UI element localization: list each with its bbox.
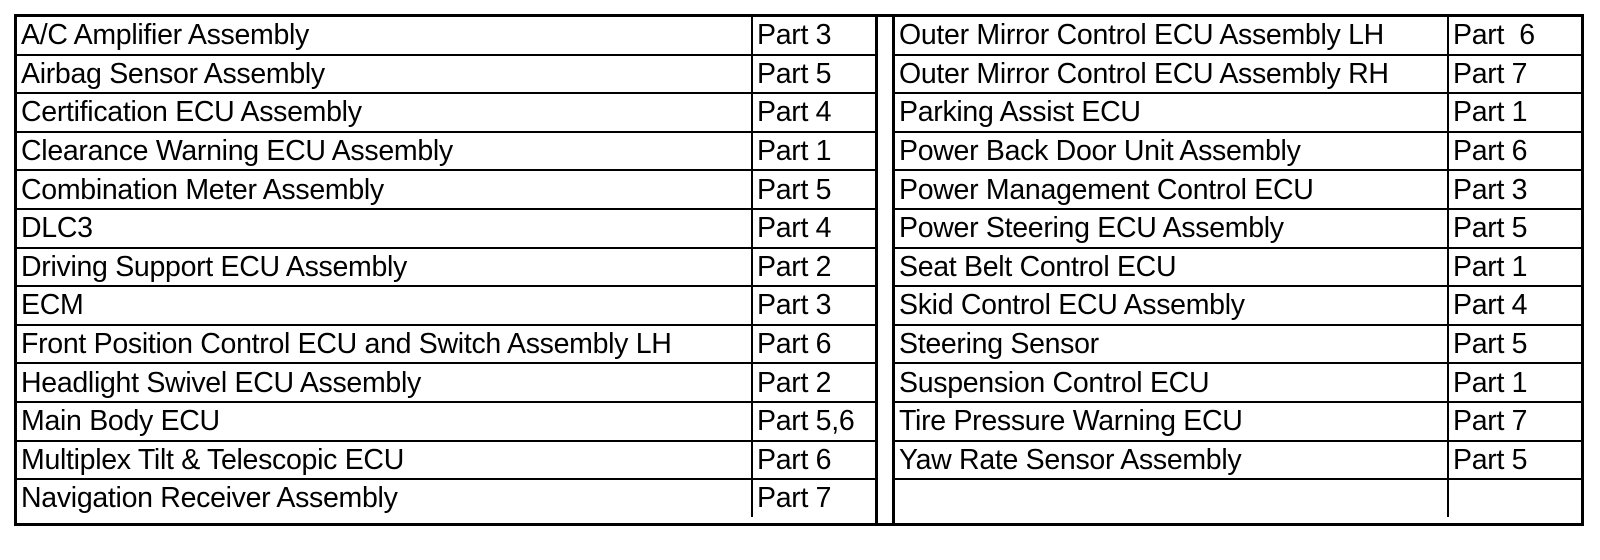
component-name-cell: Power Steering ECU Assembly [895,209,1448,248]
table-row [17,363,875,402]
component-name-cell: Navigation Receiver Assembly [17,479,752,517]
part-reference-cell: Part 1 [1448,363,1581,402]
part-reference-cell: Part 1 [1448,248,1581,287]
component-name-cell: Tire Pressure Warning ECU [895,402,1448,441]
column-divider [875,17,895,523]
table-row [17,248,875,287]
table-row [895,286,1581,325]
table-row [17,441,875,480]
part-reference-cell: Part 5 [752,55,875,94]
component-name-cell: Combination Meter Assembly [17,170,752,209]
component-name-cell: Multiplex Tilt & Telescopic ECU [17,441,752,480]
part-reference-cell: Part 3 [752,17,875,55]
table-row [17,17,875,55]
table-row [17,479,875,517]
component-name-cell: Clearance Warning ECU Assembly [17,132,752,171]
table-row [895,441,1581,480]
component-name-cell: DLC3 [17,209,752,248]
part-reference-cell: Part 4 [752,93,875,132]
part-reference-cell: Part 7 [1448,402,1581,441]
part-reference-cell: Part 5 [1448,441,1581,480]
table-row [895,363,1581,402]
part-reference-cell: Part 6 [1448,132,1581,171]
part-reference-cell: Part 3 [1448,170,1581,209]
component-name-cell: Power Management Control ECU [895,170,1448,209]
component-name-cell: Main Body ECU [17,402,752,441]
part-reference-cell: Part 5 [752,170,875,209]
part-reference-cell: Part 2 [752,363,875,402]
table-row [895,132,1581,171]
component-name-cell: Power Back Door Unit Assembly [895,132,1448,171]
table-row [895,209,1581,248]
component-name-cell: Outer Mirror Control ECU Assembly RH [895,55,1448,94]
table-row [895,479,1581,517]
component-name-cell: ECM [17,286,752,325]
part-reference-cell: Part 4 [752,209,875,248]
component-name-cell: Certification ECU Assembly [17,93,752,132]
table-row [17,93,875,132]
left-parts-table [17,17,875,517]
part-reference-cell: Part 5 [1448,209,1581,248]
part-reference-cell: Part 3 [752,286,875,325]
part-reference-cell: Part 1 [1448,93,1581,132]
part-reference-cell: Part 6 [1448,17,1581,55]
table-row [17,55,875,94]
table-row [895,170,1581,209]
component-name-cell: Outer Mirror Control ECU Assembly LH [895,17,1448,55]
right-parts-table [895,17,1581,517]
part-reference-cell: Part 7 [1448,55,1581,94]
table-row [17,170,875,209]
part-reference-cell: Part 5,6 [752,402,875,441]
part-reference-cell: Part 5 [1448,325,1581,364]
table-row [17,132,875,171]
table-row [895,93,1581,132]
part-reference-cell: Part 4 [1448,286,1581,325]
component-name-cell: Steering Sensor [895,325,1448,364]
table-row [17,286,875,325]
table-row [895,248,1581,287]
table-row [895,17,1581,55]
table-row [17,402,875,441]
component-name-cell: Headlight Swivel ECU Assembly [17,363,752,402]
component-name-cell [895,479,1448,517]
component-name-cell: Parking Assist ECU [895,93,1448,132]
part-reference-cell: Part 7 [752,479,875,517]
table-row [895,325,1581,364]
component-name-cell: Suspension Control ECU [895,363,1448,402]
table-row [17,325,875,364]
component-name-cell: Seat Belt Control ECU [895,248,1448,287]
component-name-cell: Yaw Rate Sensor Assembly [895,441,1448,480]
part-reference-cell: Part 6 [752,325,875,364]
part-reference-cell: Part 6 [752,441,875,480]
component-name-cell: Front Position Control ECU and Switch Assembly LH [17,325,752,364]
table-row [895,402,1581,441]
component-name-cell: Skid Control ECU Assembly [895,286,1448,325]
part-reference-cell: Part 2 [752,248,875,287]
part-reference-cell: Part 1 [752,132,875,171]
part-reference-cell [1448,479,1581,517]
component-name-cell: Driving Support ECU Assembly [17,248,752,287]
component-name-cell: Airbag Sensor Assembly [17,55,752,94]
table-row [17,209,875,248]
table-row [895,55,1581,94]
parts-index-table [14,14,1584,526]
component-name-cell: A/C Amplifier Assembly [17,17,752,55]
